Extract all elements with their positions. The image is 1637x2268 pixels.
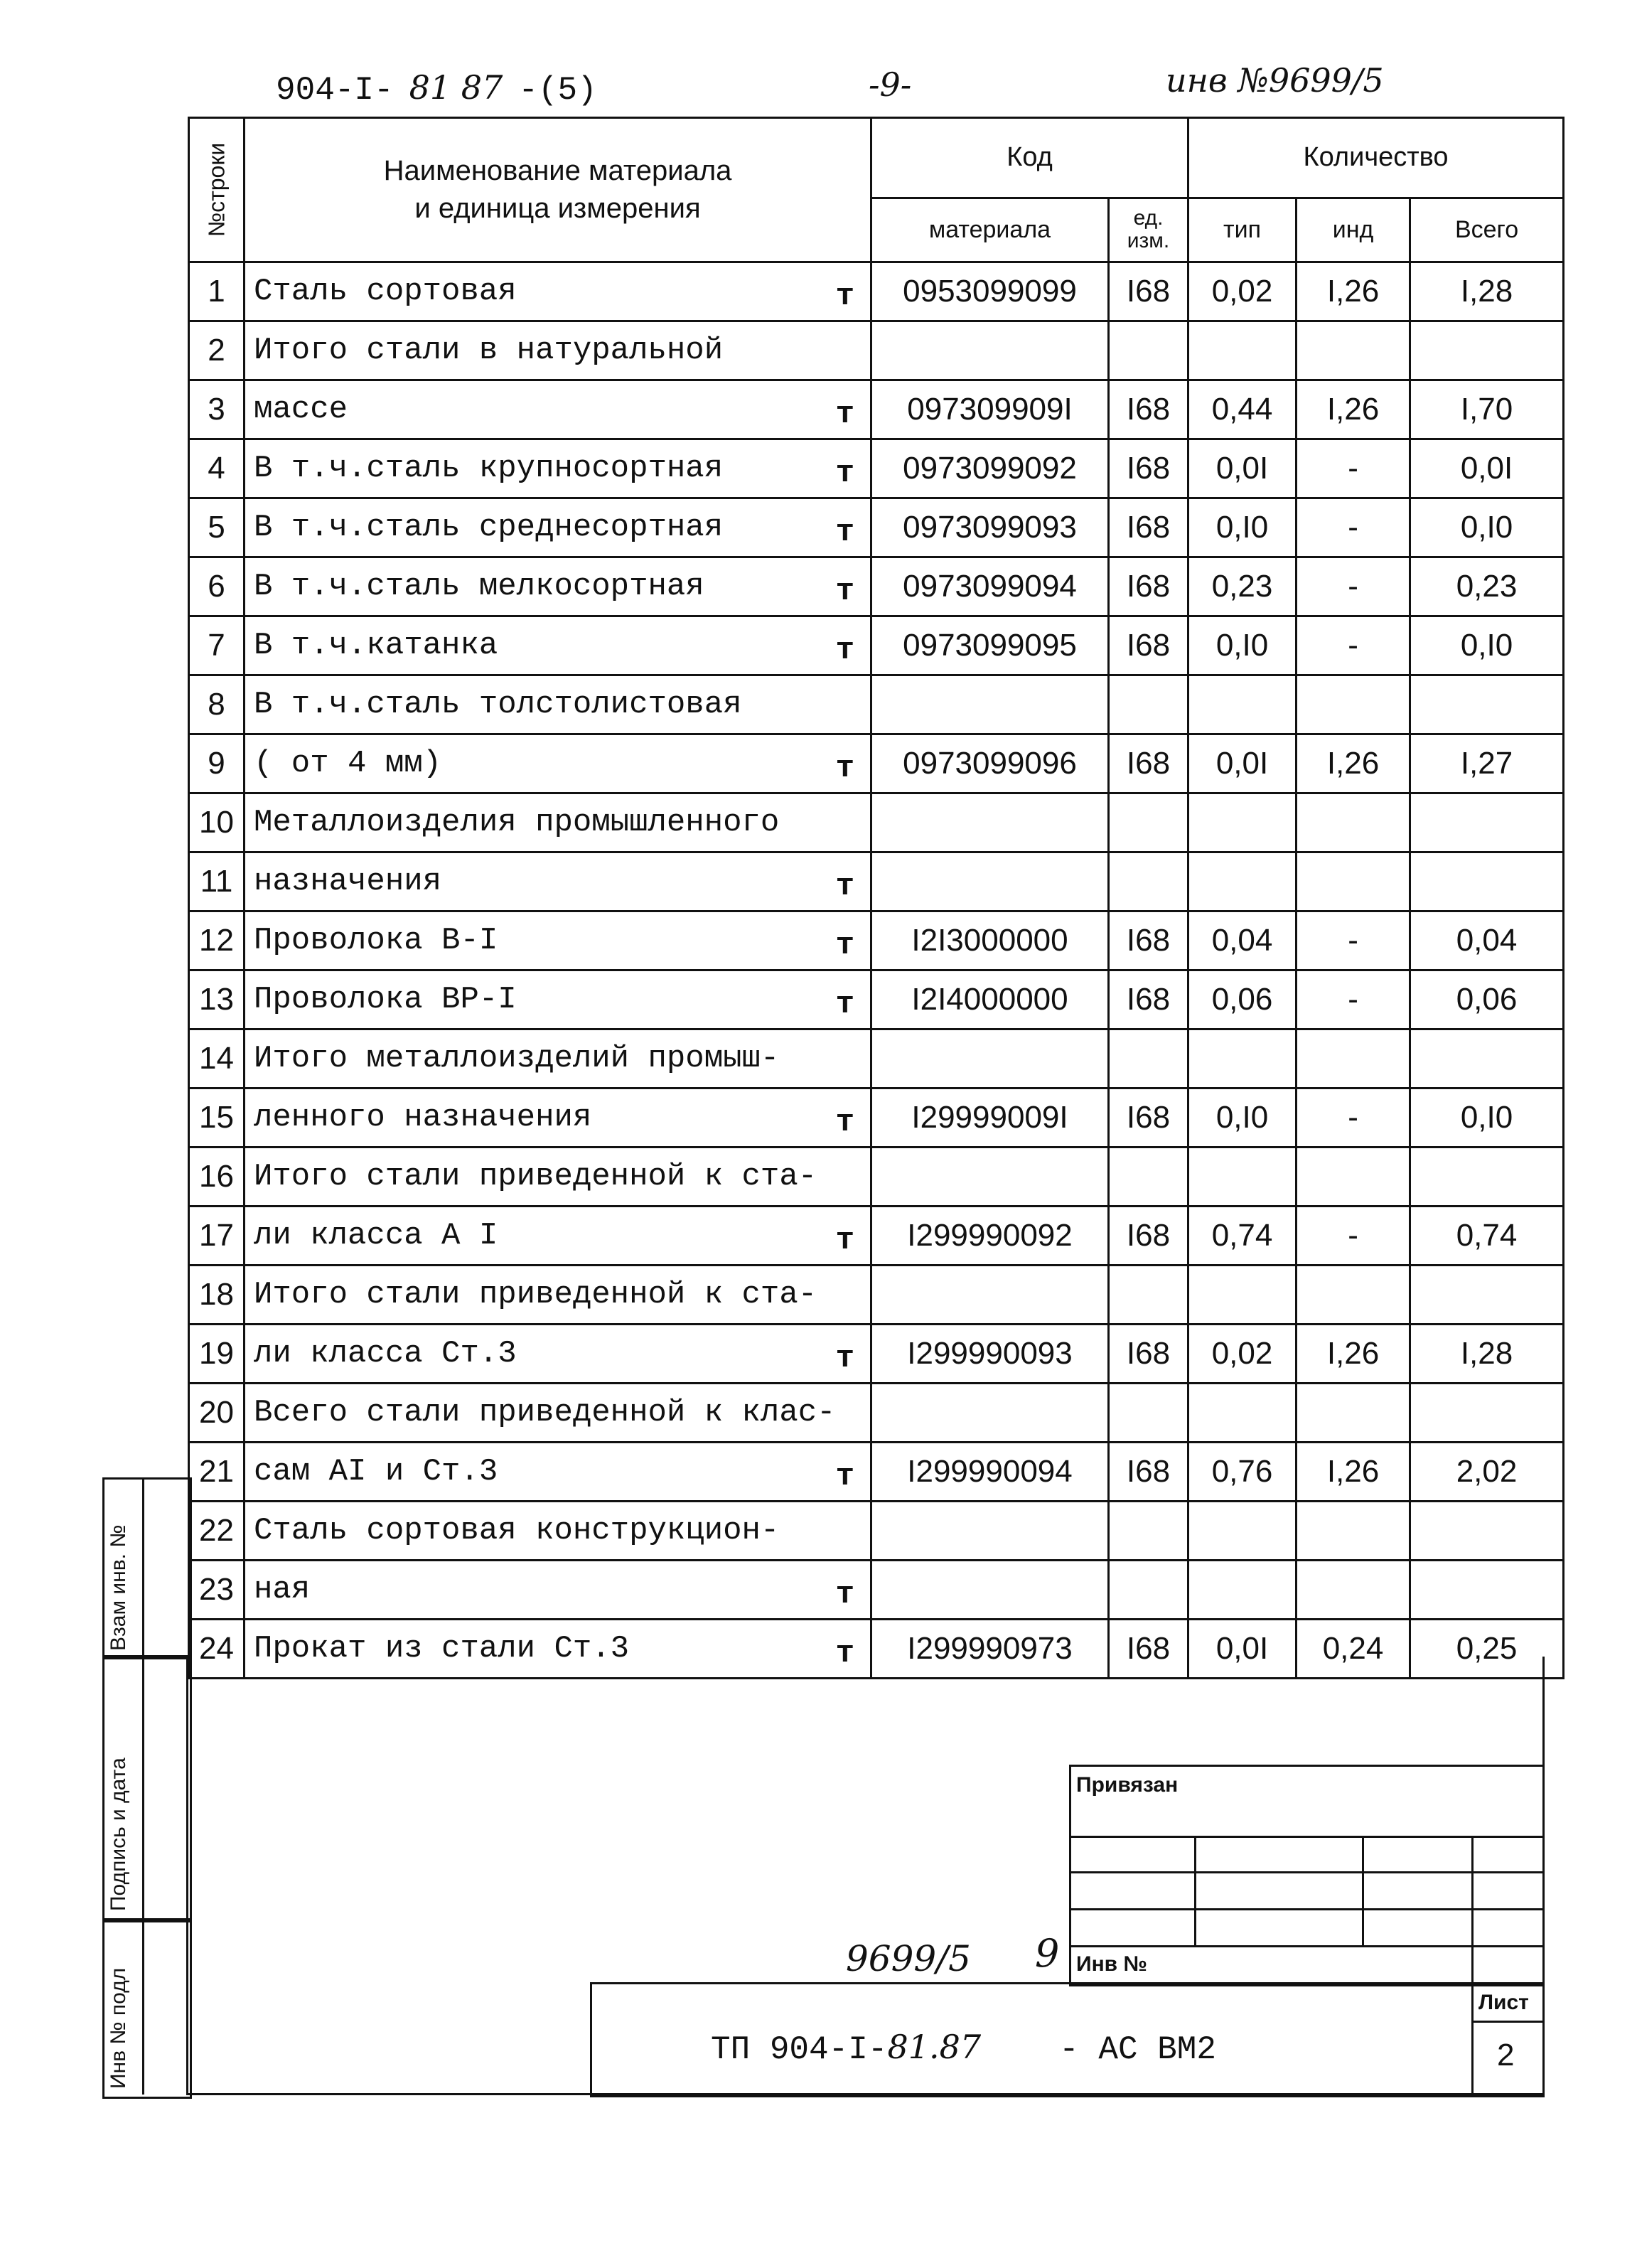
header-qty-ind: инд: [1297, 198, 1410, 262]
row-qty-ind: I,26: [1297, 734, 1410, 793]
sheet-number: 2: [1497, 2038, 1515, 2072]
row-number: 12: [189, 911, 245, 970]
row-qty-ind: [1297, 852, 1410, 911]
row-name: [245, 1443, 871, 1502]
row-unit-code: [1109, 1502, 1188, 1561]
row-qty-ind: [1297, 793, 1410, 852]
row-qty-total: 0,I0: [1410, 1088, 1564, 1148]
row-qty-type: 0,74: [1188, 1207, 1297, 1266]
table-row: [189, 616, 1564, 675]
privyazan-vline-1: [1194, 1836, 1196, 1945]
table-row: [189, 911, 1564, 970]
row-name-text: назначения: [254, 864, 442, 899]
table-row: [189, 1325, 1564, 1384]
row-unit: т: [835, 751, 854, 786]
row-number: 23: [189, 1561, 245, 1620]
row-qty-type: 0,0I: [1188, 439, 1297, 498]
page-number: -9-: [869, 65, 912, 104]
row-qty-total: 0,06: [1410, 970, 1564, 1029]
row-qty-type: [1188, 793, 1297, 852]
table-row: [189, 380, 1564, 439]
row-number: 9: [189, 734, 245, 793]
row-name: [245, 1029, 871, 1088]
row-qty-ind: I,26: [1297, 262, 1410, 321]
row-qty-total: [1410, 793, 1564, 852]
row-unit: т: [835, 515, 854, 550]
row-name-text: Всего стали приведенной к клас-: [254, 1395, 836, 1430]
row-qty-type: 0,04: [1188, 911, 1297, 970]
side-divider: [142, 1477, 144, 2095]
row-qty-type: 0,I0: [1188, 1088, 1297, 1148]
row-unit: т: [835, 397, 854, 432]
row-qty-ind: [1297, 675, 1410, 734]
row-number: 22: [189, 1502, 245, 1561]
row-name-text: Итого стали в натуральной: [254, 333, 724, 368]
row-unit-code: I68: [1109, 557, 1188, 616]
row-qty-total: 0,0I: [1410, 439, 1564, 498]
inv-number-label: Инв №: [1076, 1952, 1147, 1976]
row-name: [245, 1088, 871, 1148]
privyazan-label: Привязан: [1076, 1773, 1179, 1797]
row-name-text: ная: [254, 1572, 311, 1608]
row-unit-code: [1109, 1266, 1188, 1325]
row-qty-total: 0,I0: [1410, 616, 1564, 675]
row-qty-total: [1410, 852, 1564, 911]
row-qty-total: I,70: [1410, 380, 1564, 439]
row-name: [245, 1620, 871, 1679]
row-qty-total: I,28: [1410, 262, 1564, 321]
row-unit-code: I68: [1109, 439, 1188, 498]
row-unit: т: [835, 1577, 854, 1612]
row-qty-total: [1410, 1561, 1564, 1620]
row-number: 17: [189, 1207, 245, 1266]
header-code-unit: ед. изм.: [1109, 198, 1188, 262]
table-row: [189, 498, 1564, 557]
header-qty-total: Всего: [1410, 198, 1564, 262]
row-number: 3: [189, 380, 245, 439]
row-qty-type: 0,I0: [1188, 616, 1297, 675]
table-row: [189, 262, 1564, 321]
header-name: Наименование материала и единица измерения: [245, 118, 871, 262]
table-row: [189, 793, 1564, 852]
row-name: [245, 793, 871, 852]
doc-suffix: - АС ВМ2: [1059, 2031, 1216, 2068]
row-name-text: Сталь сортовая: [254, 274, 517, 309]
row-unit-code: I68: [1109, 498, 1188, 557]
table-row: [189, 1620, 1564, 1679]
row-unit-code: I68: [1109, 380, 1188, 439]
row-unit-code: [1109, 1561, 1188, 1620]
row-qty-type: [1188, 852, 1297, 911]
row-name-text: Металлоизделия промышленного: [254, 805, 780, 840]
row-qty-total: 2,02: [1410, 1443, 1564, 1502]
row-qty-total: [1410, 321, 1564, 380]
row-code: I299990973: [871, 1620, 1109, 1679]
row-qty-total: 0,04: [1410, 911, 1564, 970]
table-row: [189, 970, 1564, 1029]
row-name-text: В т.ч.сталь среднесортная: [254, 510, 724, 545]
row-qty-total: [1410, 1148, 1564, 1207]
row-qty-ind: [1297, 1561, 1410, 1620]
row-unit: т: [835, 574, 854, 609]
table-row: [189, 321, 1564, 380]
table-row: [189, 675, 1564, 734]
side-label-inv-podl: Инв № подл: [107, 1967, 130, 2089]
row-name: [245, 262, 871, 321]
row-qty-total: [1410, 1502, 1564, 1561]
row-qty-ind: [1297, 1148, 1410, 1207]
row-code: [871, 1266, 1109, 1325]
row-qty-ind: [1297, 321, 1410, 380]
row-qty-type: 0,0I: [1188, 1620, 1297, 1679]
row-code: [871, 793, 1109, 852]
row-qty-ind: -: [1297, 911, 1410, 970]
row-code: [871, 1502, 1109, 1561]
row-code: 0953099099: [871, 262, 1109, 321]
row-qty-ind: -: [1297, 616, 1410, 675]
row-name-text: В т.ч.сталь мелкосортная: [254, 569, 704, 604]
project-code-printed: 904-I-: [276, 72, 394, 109]
row-unit: т: [835, 279, 854, 314]
row-unit-code: I68: [1109, 970, 1188, 1029]
row-qty-ind: -: [1297, 1088, 1410, 1148]
table-row: [189, 1148, 1564, 1207]
row-qty-type: [1188, 321, 1297, 380]
table-row: [189, 1561, 1564, 1620]
header-code: Код: [871, 118, 1188, 198]
inventory-number: инв №9699/5: [1166, 61, 1384, 100]
row-unit-code: [1109, 1384, 1188, 1443]
doc-prefix: ТП 904-I-: [711, 2031, 888, 2068]
row-qty-total: [1410, 1029, 1564, 1088]
row-code: [871, 1561, 1109, 1620]
row-name-text: сам АI и Ст.3: [254, 1454, 498, 1489]
row-qty-type: 0,76: [1188, 1443, 1297, 1502]
row-unit: т: [835, 1105, 854, 1140]
row-number: 11: [189, 852, 245, 911]
row-unit: т: [835, 1223, 854, 1258]
row-qty-ind: -: [1297, 1207, 1410, 1266]
row-code: [871, 1029, 1109, 1088]
row-name: [245, 616, 871, 675]
row-qty-type: 0,0I: [1188, 734, 1297, 793]
row-qty-type: [1188, 1384, 1297, 1443]
table-row: [189, 1088, 1564, 1148]
row-name-text: В т.ч.катанка: [254, 628, 498, 663]
row-unit-code: I68: [1109, 734, 1188, 793]
row-name: [245, 557, 871, 616]
row-unit: т: [835, 456, 854, 491]
table-row: [189, 734, 1564, 793]
row-name-text: Прокат из стали Ст.3: [254, 1631, 630, 1667]
row-code: I299990094: [871, 1443, 1109, 1502]
row-number: 10: [189, 793, 245, 852]
frame-left: [186, 1657, 188, 2095]
row-name-text: Сталь сортовая конструкцион-: [254, 1513, 780, 1548]
project-code-handwritten: 81 87: [409, 68, 503, 107]
row-name-text: Проволока ВР-I: [254, 982, 517, 1017]
row-qty-type: 0,02: [1188, 262, 1297, 321]
row-name-text: Итого стали приведенной к ста-: [254, 1277, 817, 1312]
row-code: 0973099093: [871, 498, 1109, 557]
row-unit: т: [835, 1636, 854, 1671]
row-name-text: В т.ч.сталь крупносортная: [254, 451, 724, 486]
row-unit-code: [1109, 1029, 1188, 1088]
row-unit-code: I68: [1109, 262, 1188, 321]
privyazan-vline-3: [1471, 1836, 1474, 1982]
row-qty-ind: I,26: [1297, 1325, 1410, 1384]
row-code: 0973099094: [871, 557, 1109, 616]
row-code: [871, 675, 1109, 734]
row-code: 0973099095: [871, 616, 1109, 675]
row-unit-code: I68: [1109, 1325, 1188, 1384]
row-unit: т: [835, 1459, 854, 1494]
row-qty-type: 0,06: [1188, 970, 1297, 1029]
row-number: 13: [189, 970, 245, 1029]
row-qty-ind: [1297, 1384, 1410, 1443]
row-qty-type: 0,44: [1188, 380, 1297, 439]
privyazan-vline-2: [1362, 1836, 1364, 1945]
row-qty-ind: -: [1297, 557, 1410, 616]
row-number: 19: [189, 1325, 245, 1384]
row-qty-total: [1410, 1384, 1564, 1443]
row-name: [245, 1325, 871, 1384]
row-number: 5: [189, 498, 245, 557]
row-code: 097309909I: [871, 380, 1109, 439]
doc-handwritten: 81.87: [887, 2028, 982, 2066]
table-row: [189, 1443, 1564, 1502]
row-name: [245, 1502, 871, 1561]
row-name-text: массе: [254, 392, 348, 427]
row-name: [245, 675, 871, 734]
row-unit: т: [835, 869, 854, 904]
row-qty-ind: [1297, 1502, 1410, 1561]
project-code: [276, 68, 597, 109]
row-number: 14: [189, 1029, 245, 1088]
row-qty-ind: I,26: [1297, 380, 1410, 439]
row-number: 2: [189, 321, 245, 380]
row-qty-ind: -: [1297, 970, 1410, 1029]
row-unit-code: I68: [1109, 911, 1188, 970]
row-code: I2I3000000: [871, 911, 1109, 970]
row-unit-code: [1109, 852, 1188, 911]
table-row: [189, 1266, 1564, 1325]
row-name-text: Итого стали приведенной к ста-: [254, 1159, 817, 1194]
row-qty-type: [1188, 1266, 1297, 1325]
row-name: [245, 1384, 871, 1443]
row-number: 7: [189, 616, 245, 675]
row-code: 0973099092: [871, 439, 1109, 498]
row-number: 16: [189, 1148, 245, 1207]
row-qty-total: 0,I0: [1410, 498, 1564, 557]
side-label-vzam: Взам инв. №: [107, 1524, 130, 1651]
row-name-text: В т.ч.сталь толстолистовая: [254, 687, 742, 722]
row-qty-type: [1188, 1561, 1297, 1620]
document-designation: [711, 2028, 1216, 2068]
sheet-hline: [1471, 2021, 1542, 2023]
row-number: 6: [189, 557, 245, 616]
table-row: [189, 557, 1564, 616]
row-code: I299990093: [871, 1325, 1109, 1384]
row-name-text: Итого металлоизделий промыш-: [254, 1041, 780, 1076]
row-qty-type: [1188, 1029, 1297, 1088]
row-qty-ind: I,26: [1297, 1443, 1410, 1502]
handwritten-page: 9: [1035, 1931, 1060, 1976]
row-qty-total: [1410, 1266, 1564, 1325]
row-unit-code: I68: [1109, 1207, 1188, 1266]
row-unit-code: [1109, 675, 1188, 734]
row-unit-code: [1109, 793, 1188, 852]
row-qty-type: [1188, 675, 1297, 734]
row-code: I2I4000000: [871, 970, 1109, 1029]
row-code: [871, 321, 1109, 380]
project-code-suffix: -(5): [518, 72, 597, 109]
row-number: 8: [189, 675, 245, 734]
materials-table: [188, 117, 1564, 1679]
row-number: 4: [189, 439, 245, 498]
row-code: [871, 1384, 1109, 1443]
row-qty-ind: [1297, 1029, 1410, 1088]
row-qty-type: [1188, 1148, 1297, 1207]
table-row: [189, 1207, 1564, 1266]
handwritten-inventory: 9699/5: [846, 1938, 971, 1979]
sheet-divider: [1471, 1982, 1474, 2093]
row-qty-total: 0,74: [1410, 1207, 1564, 1266]
table-row: [189, 1502, 1564, 1561]
row-name: [245, 970, 871, 1029]
row-name-text: ленного назначения: [254, 1100, 592, 1135]
table-row: [189, 1029, 1564, 1088]
row-code: [871, 1148, 1109, 1207]
row-qty-type: 0,I0: [1188, 498, 1297, 557]
row-qty-ind: [1297, 1266, 1410, 1325]
row-unit-code: I68: [1109, 1620, 1188, 1679]
row-name: [245, 1148, 871, 1207]
row-qty-ind: 0,24: [1297, 1620, 1410, 1679]
row-qty-type: 0,02: [1188, 1325, 1297, 1384]
row-name: [245, 1207, 871, 1266]
sheet-label: Лист: [1478, 1991, 1529, 2014]
row-name: [245, 734, 871, 793]
header-code-material: материала: [871, 198, 1109, 262]
row-name-text: ли класса Ст.3: [254, 1336, 517, 1371]
row-name-text: ли класса А I: [254, 1218, 498, 1253]
row-name: [245, 321, 871, 380]
row-qty-ind: -: [1297, 439, 1410, 498]
header-quantity: Количество: [1188, 118, 1564, 198]
row-qty-type: 0,23: [1188, 557, 1297, 616]
row-unit: т: [835, 987, 854, 1022]
row-unit: т: [835, 928, 854, 963]
row-name: [245, 1561, 871, 1620]
table-header-row: [189, 118, 1564, 198]
row-qty-total: [1410, 675, 1564, 734]
row-qty-total: 0,25: [1410, 1620, 1564, 1679]
row-unit: т: [835, 1341, 854, 1376]
row-unit-code: I68: [1109, 1088, 1188, 1148]
row-unit-code: [1109, 1148, 1188, 1207]
table-row: [189, 1384, 1564, 1443]
row-qty-ind: -: [1297, 498, 1410, 557]
row-number: 24: [189, 1620, 245, 1679]
table-row: [189, 439, 1564, 498]
row-number: 18: [189, 1266, 245, 1325]
row-name: [245, 439, 871, 498]
row-number: 20: [189, 1384, 245, 1443]
table-row: [189, 852, 1564, 911]
row-name-text: Проволока В-I: [254, 923, 498, 958]
row-unit-code: I68: [1109, 1443, 1188, 1502]
row-code: [871, 852, 1109, 911]
side-label-podpis: Подпись и дата: [107, 1758, 130, 1911]
row-qty-total: I,28: [1410, 1325, 1564, 1384]
row-number: 15: [189, 1088, 245, 1148]
row-code: 0973099096: [871, 734, 1109, 793]
header-qty-type: тип: [1188, 198, 1297, 262]
row-unit: т: [835, 633, 854, 668]
row-name-text: ( от 4 мм): [254, 746, 442, 781]
row-name: [245, 852, 871, 911]
row-unit-code: [1109, 321, 1188, 380]
header-row-number: №строки: [189, 118, 245, 262]
row-code: I299990092: [871, 1207, 1109, 1266]
row-unit-code: I68: [1109, 616, 1188, 675]
row-qty-total: I,27: [1410, 734, 1564, 793]
row-code: I29999009I: [871, 1088, 1109, 1148]
row-number: 1: [189, 262, 245, 321]
row-qty-type: [1188, 1502, 1297, 1561]
row-number: 21: [189, 1443, 245, 1502]
row-qty-total: 0,23: [1410, 557, 1564, 616]
row-name: [245, 380, 871, 439]
row-name: [245, 911, 871, 970]
row-name: [245, 498, 871, 557]
row-name: [245, 1266, 871, 1325]
